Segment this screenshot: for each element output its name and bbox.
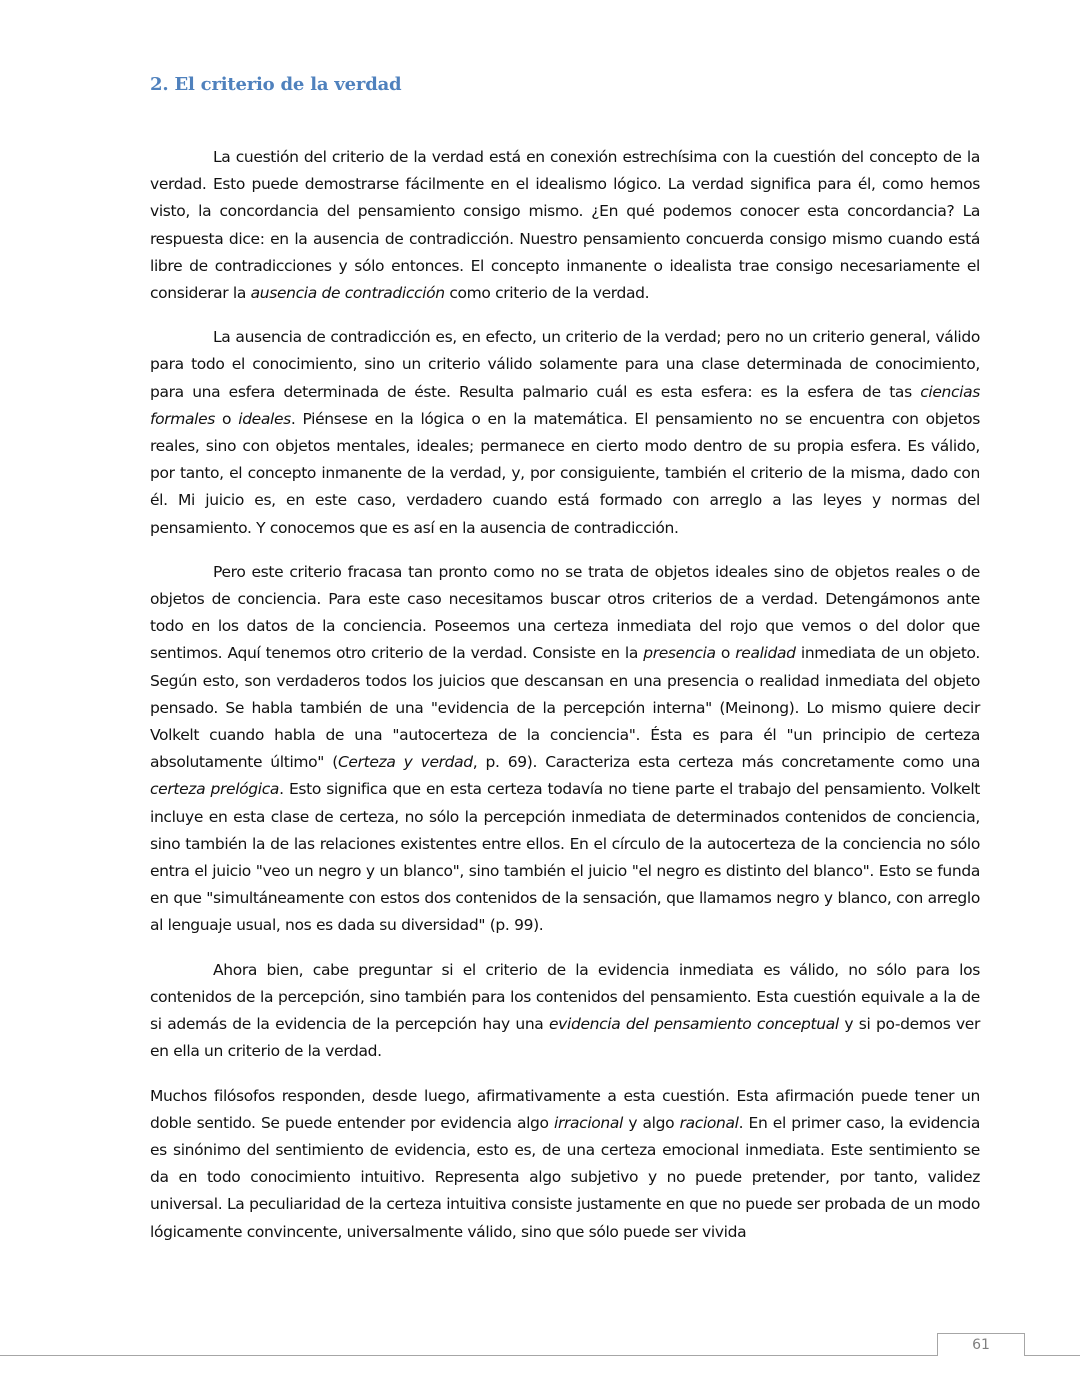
text-run: Muchos filósofos responden, desde luego, afirmativamente a esta cuestión. Esta afirmación puede tener un doble sentido. Se puede entender por evidencia algo	[150, 1086, 980, 1132]
text-run: o	[215, 409, 239, 428]
italic-phrase: presencia	[643, 644, 716, 663]
text-run: o	[715, 644, 736, 663]
paragraph-2	[150, 324, 980, 542]
italic-phrase: irracional	[554, 1113, 624, 1132]
text-run: La ausencia de contradicción es, en efecto, un criterio de la verdad; pero no un criterio general, válido para todo el conocimiento, sino un criterio válido solamente para una clase determinada de conocimiento, para una esfera determinada de éste. Resulta palmario cuál es esta esfera: es la esfera de tas	[150, 328, 980, 401]
text-run: como criterio de la verdad.	[444, 284, 650, 303]
body-text	[150, 144, 980, 1263]
paragraph-3	[150, 559, 980, 940]
text-run: y si po-demos ver en ella un criterio de la verdad.	[150, 1015, 980, 1061]
text-run: . Piénsese en la lógica o en la matemática. El pensamiento no se encuentra con objetos reales, sino con objetos mentales, ideales; permanece en cierto modo dentro de su propia esfera. Es válido, por tanto, el concepto inmanente de la verdad, y, por consiguiente, también el criterio de la misma, dado con él. Mi juicio es, en este caso, verdadero cuando está formado con arreglo a las leyes y normas del pensamiento. Y conocemos que es así en la ausencia de contradicción.	[150, 409, 980, 537]
italic-phrase: realidad	[735, 644, 796, 663]
section-title: 2. El criterio de la verdad	[150, 74, 402, 95]
italic-phrase: ausencia de contradicción	[250, 284, 445, 303]
text-run: . En el primer caso, la evidencia es sinónimo del sentimiento de evidencia, esto es, de una certeza emocional inmediata. Este sentimiento se da en todo conocimiento intuitivo. Representa algo subjetivo y no puede pretender, por tanto, validez universal. La peculiaridad de la certeza intuitiva consiste justamente en que no puede ser probada de un modo lógicamente convincente, universalmente válido, sino que sólo puede ser vivida	[150, 1113, 981, 1241]
text-run: , p. 69). Caracteriza esta certeza más concretamente como una	[472, 753, 980, 772]
page-number: 61	[937, 1333, 1025, 1356]
italic-phrase: ciencias formales	[150, 382, 980, 428]
text-run: La cuestión del criterio de la verdad está en conexión estrechísima con la cuestión del concepto de la verdad. Esto puede demostrarse fácilmente en el idealismo lógico. La verdad significa para él, como hemos visto, la concordancia del pensamiento consigo mismo. ¿En qué podemos conocer esta concordancia? La respuesta dice: en la ausencia de contradicción. Nuestro pensamiento concuerda consigo mismo cuando está libre de contradicciones y sólo entonces. El concepto inmanente o idealista trae consigo necesariamente el considerar la	[150, 148, 980, 303]
text-run: inmediata de un objeto. Según esto, son verdaderos todos los juicios que descansan en una presencia o realidad inmediata del objeto pensado. Se habla también de una "evidencia de la percepción interna" (Meinong). Lo mismo quiere decir Volkelt cuando habla de una "autocerteza de la conciencia". Ésta es para él "un principio de certeza absolutamente último" (	[150, 644, 980, 772]
italic-phrase: evidencia del pensamiento conceptual	[549, 1015, 839, 1034]
italic-phrase: racional	[679, 1113, 739, 1132]
text-run: Pero este criterio fracasa tan pronto como no se trata de objetos ideales sino de objetos reales o de objetos de conciencia. Para este caso necesitamos buscar otros criterios de a verdad. Detengámonos ante todo en los datos de la conciencia. Poseemos una certeza inmediata del rojo que vemos o del dolor que sentimos. Aquí tenemos otro criterio de la verdad. Consiste en la	[150, 562, 980, 663]
paragraph-5	[150, 1083, 980, 1246]
text-run: y algo	[623, 1113, 680, 1132]
italic-phrase: certeza prelógica	[150, 780, 280, 799]
paragraph-4	[150, 957, 980, 1066]
paragraph-1	[150, 144, 980, 307]
footer-rule	[0, 1355, 1080, 1356]
text-run: Ahora bien, cabe preguntar si el criterio de la evidencia inmediata es válido, no sólo para los contenidos de la percepción, sino también para los contenidos del pensamiento. Esta cuestión equivale a la de si además de la evidencia de la percepción hay una	[150, 960, 980, 1034]
italic-phrase: ideales	[238, 409, 291, 428]
text-run: . Esto significa que en esta certeza todavía no tiene parte el trabajo del pensamiento. Volkelt incluye en esta clase de certeza, no sólo la percepción inmediata de determinados contenidos de conciencia, sino también la de las relaciones existentes entre ellos. En el círculo de la autocerteza de la conciencia no sólo entra el juicio "veo un negro y un blanco", sino también el juicio "el negro es distinto del blanco". Esto se funda en que "simultáneamente con estos dos contenidos de la sensación, que llamamos negro y blanco, con arreglo al lenguaje usual, nos es dada su diversidad" (p. 99).	[150, 780, 980, 935]
italic-phrase: Certeza y verdad	[337, 753, 473, 772]
